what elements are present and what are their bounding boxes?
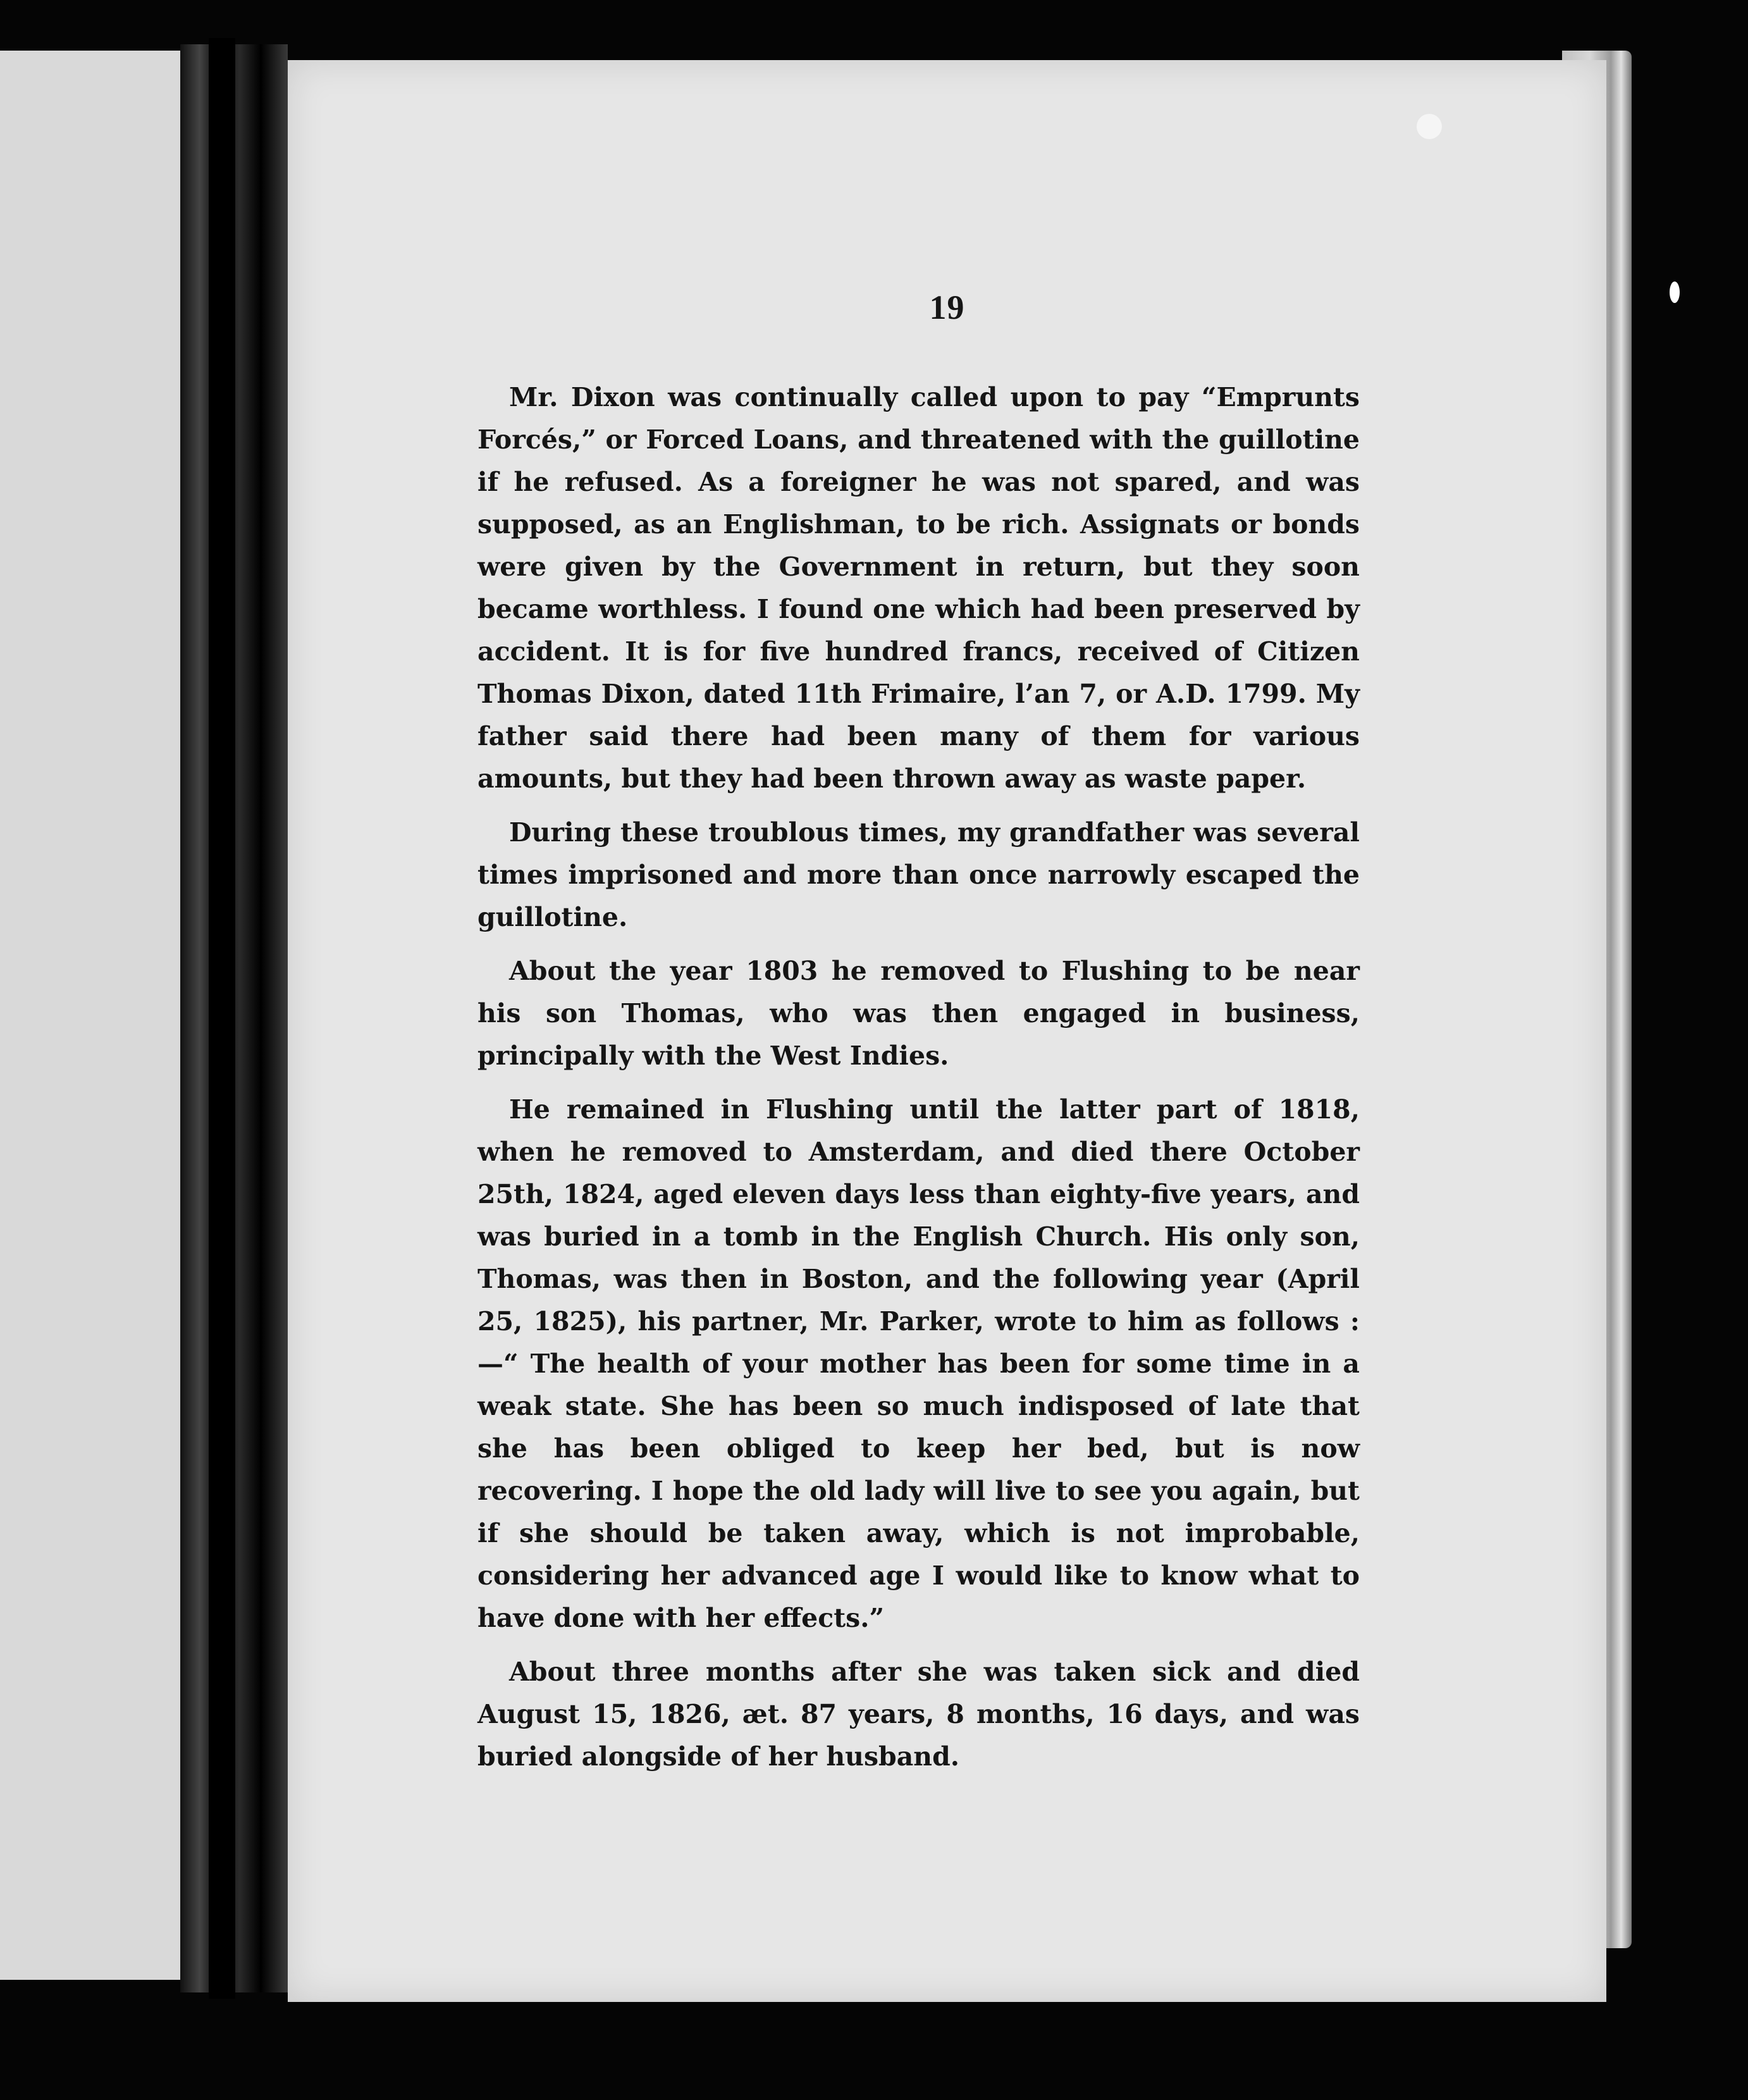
gutter-shadow bbox=[209, 38, 235, 1999]
scan-speck bbox=[1670, 281, 1680, 303]
paragraph: About the year 1803 he removed to Flushing to be near his son Thomas, who was then engaged in business, principally with the West Indies. bbox=[477, 956, 1360, 1071]
body-text bbox=[477, 376, 1360, 1778]
page-number: 19 bbox=[929, 288, 965, 326]
paragraph: He remained in Flushing until the latter part of 1818, when he removed to Amsterdam, and died there October 25th, 1824, aged eleven days less than eighty-five years, and was buried in a tomb in the English Church. His only son, Thomas, was then in Boston, and the following year (April 25, 1825), his partner, Mr. Parker, wrote to him as follows :—“ The health of your mother has been for some time in a weak state. She has been so much indisposed of late that she has been obliged to keep her bed, but is now recovering. I hope the old lady will live to see you again, but if she should be taken away, which is not improbable, considering her advanced age I would like to know what to have done with her effects.” bbox=[477, 1094, 1360, 1633]
paragraph: About three months after she was taken sick and died August 15, 1826, æt. 87 years, 8 months, 16 days, and was buried alongside of her husband. bbox=[477, 1657, 1360, 1772]
book-page bbox=[288, 60, 1606, 2002]
paragraph: Mr. Dixon was continually called upon to pay “Emprunts Forcés,” or Forced Loans, and threatened with the guillotine if he refused. As a foreigner he was not spared, and was supposed, as an Englishman, to be rich. Assignats or bonds were given by the Government in return, but they soon became worthless. I found one which had been preserved by accident. It is for five hundred francs, received of Citizen Thomas Dixon, dated 11th Frimaire, l’an 7, or A.D. 1799. My father said there had been many of them for various amounts, but they had been thrown away as waste paper. bbox=[477, 382, 1360, 794]
facing-page-edge bbox=[0, 51, 183, 1980]
scan-speck bbox=[1417, 114, 1442, 139]
paragraph: During these troublous times, my grandfather was several times imprisoned and more than once narrowly escaped the guillotine. bbox=[477, 817, 1360, 932]
